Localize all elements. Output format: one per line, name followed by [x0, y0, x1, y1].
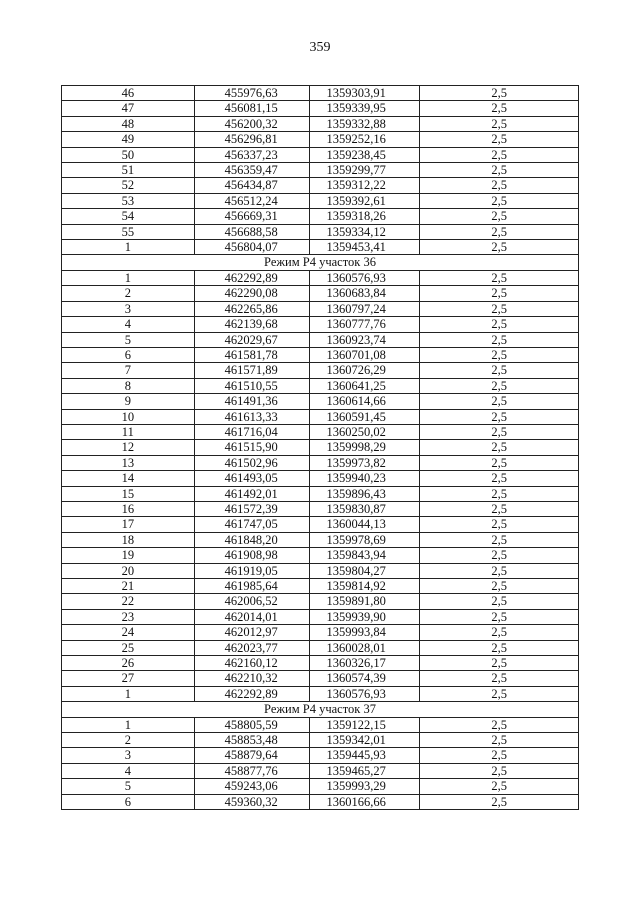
x-coordinate-cell: 459243,06: [194, 779, 309, 794]
accuracy-cell: 2,5: [420, 548, 579, 563]
accuracy-cell: 2,5: [420, 640, 579, 655]
table-row: [62, 163, 579, 178]
table-row: [62, 347, 579, 362]
accuracy-cell: 2,5: [420, 86, 579, 101]
x-coordinate-cell: 456337,23: [194, 147, 309, 162]
y-coordinate-cell: 1360614,66: [309, 394, 420, 409]
x-coordinate-cell: 461716,04: [194, 424, 309, 439]
accuracy-cell: 2,5: [420, 625, 579, 640]
point-number-cell: 4: [62, 317, 195, 332]
x-coordinate-cell: 459360,32: [194, 794, 309, 809]
y-coordinate-cell: 1360576,93: [309, 270, 420, 285]
y-coordinate-cell: 1360250,02: [309, 424, 420, 439]
accuracy-cell: 2,5: [420, 563, 579, 578]
y-coordinate-cell: 1359303,91: [309, 86, 420, 101]
point-number-cell: 5: [62, 332, 195, 347]
table-row: [62, 178, 579, 193]
y-coordinate-cell: 1360683,84: [309, 286, 420, 301]
point-number-cell: 48: [62, 116, 195, 131]
y-coordinate-cell: 1360591,45: [309, 409, 420, 424]
table-row: [62, 147, 579, 162]
point-number-cell: 21: [62, 579, 195, 594]
accuracy-cell: 2,5: [420, 378, 579, 393]
x-coordinate-cell: 456200,32: [194, 116, 309, 131]
table-row: [62, 763, 579, 778]
x-coordinate-cell: 456434,87: [194, 178, 309, 193]
section-title: Режим Р4 участок 37: [62, 702, 579, 717]
accuracy-cell: 2,5: [420, 132, 579, 147]
x-coordinate-cell: 461571,89: [194, 363, 309, 378]
x-coordinate-cell: 458879,64: [194, 748, 309, 763]
x-coordinate-cell: 456081,15: [194, 101, 309, 116]
accuracy-cell: 2,5: [420, 301, 579, 316]
y-coordinate-cell: 1360576,93: [309, 686, 420, 701]
point-number-cell: 22: [62, 594, 195, 609]
point-number-cell: 53: [62, 193, 195, 208]
table-row: [62, 193, 579, 208]
x-coordinate-cell: 458877,76: [194, 763, 309, 778]
accuracy-cell: 2,5: [420, 594, 579, 609]
accuracy-cell: 2,5: [420, 532, 579, 547]
accuracy-cell: 2,5: [420, 579, 579, 594]
accuracy-cell: 2,5: [420, 178, 579, 193]
x-coordinate-cell: 458853,48: [194, 733, 309, 748]
x-coordinate-cell: 461492,01: [194, 486, 309, 501]
x-coordinate-cell: 461908,98: [194, 548, 309, 563]
y-coordinate-cell: 1359453,41: [309, 240, 420, 255]
coordinates-table: [61, 85, 579, 810]
table-row: [62, 640, 579, 655]
point-number-cell: 8: [62, 378, 195, 393]
y-coordinate-cell: 1359940,23: [309, 471, 420, 486]
point-number-cell: 16: [62, 501, 195, 516]
accuracy-cell: 2,5: [420, 779, 579, 794]
point-number-cell: 2: [62, 286, 195, 301]
point-number-cell: 1: [62, 717, 195, 732]
x-coordinate-cell: 462210,32: [194, 671, 309, 686]
point-number-cell: 6: [62, 347, 195, 362]
table-row: [62, 101, 579, 116]
point-number-cell: 3: [62, 748, 195, 763]
point-number-cell: 1: [62, 270, 195, 285]
accuracy-cell: 2,5: [420, 717, 579, 732]
x-coordinate-cell: 456804,07: [194, 240, 309, 255]
point-number-cell: 46: [62, 86, 195, 101]
y-coordinate-cell: 1359939,90: [309, 609, 420, 624]
x-coordinate-cell: 461613,33: [194, 409, 309, 424]
point-number-cell: 13: [62, 455, 195, 470]
x-coordinate-cell: 455976,63: [194, 86, 309, 101]
accuracy-cell: 2,5: [420, 471, 579, 486]
x-coordinate-cell: 456688,58: [194, 224, 309, 239]
table-row: [62, 424, 579, 439]
x-coordinate-cell: 461985,64: [194, 579, 309, 594]
point-number-cell: 54: [62, 209, 195, 224]
accuracy-cell: 2,5: [420, 763, 579, 778]
point-number-cell: 25: [62, 640, 195, 655]
point-number-cell: 20: [62, 563, 195, 578]
x-coordinate-cell: 462290,08: [194, 286, 309, 301]
table-row: [62, 548, 579, 563]
point-number-cell: 50: [62, 147, 195, 162]
y-coordinate-cell: 1359252,16: [309, 132, 420, 147]
point-number-cell: 9: [62, 394, 195, 409]
y-coordinate-cell: 1359465,27: [309, 763, 420, 778]
point-number-cell: 3: [62, 301, 195, 316]
point-number-cell: 6: [62, 794, 195, 809]
x-coordinate-cell: 462014,01: [194, 609, 309, 624]
accuracy-cell: 2,5: [420, 424, 579, 439]
y-coordinate-cell: 1359973,82: [309, 455, 420, 470]
table-row: [62, 748, 579, 763]
x-coordinate-cell: 462139,68: [194, 317, 309, 332]
x-coordinate-cell: 461919,05: [194, 563, 309, 578]
y-coordinate-cell: 1360701,08: [309, 347, 420, 362]
table-row: [62, 209, 579, 224]
accuracy-cell: 2,5: [420, 193, 579, 208]
point-number-cell: 18: [62, 532, 195, 547]
point-number-cell: 11: [62, 424, 195, 439]
accuracy-cell: 2,5: [420, 224, 579, 239]
x-coordinate-cell: 456669,31: [194, 209, 309, 224]
table-row: [62, 440, 579, 455]
table-row: [62, 471, 579, 486]
point-number-cell: 1: [62, 240, 195, 255]
y-coordinate-cell: 1360028,01: [309, 640, 420, 655]
coordinates-table-body: [62, 86, 579, 810]
section-title: Режим Р4 участок 36: [62, 255, 579, 270]
x-coordinate-cell: 461493,05: [194, 471, 309, 486]
accuracy-cell: 2,5: [420, 486, 579, 501]
point-number-cell: 1: [62, 686, 195, 701]
table-row: [62, 609, 579, 624]
y-coordinate-cell: 1359318,26: [309, 209, 420, 224]
accuracy-cell: 2,5: [420, 686, 579, 701]
accuracy-cell: 2,5: [420, 332, 579, 347]
table-row: [62, 332, 579, 347]
table-row: [62, 363, 579, 378]
point-number-cell: 19: [62, 548, 195, 563]
x-coordinate-cell: 461747,05: [194, 517, 309, 532]
table-row: [62, 86, 579, 101]
y-coordinate-cell: 1360166,66: [309, 794, 420, 809]
accuracy-cell: 2,5: [420, 347, 579, 362]
y-coordinate-cell: 1359814,92: [309, 579, 420, 594]
table-row: [62, 116, 579, 131]
y-coordinate-cell: 1360923,74: [309, 332, 420, 347]
point-number-cell: 23: [62, 609, 195, 624]
accuracy-cell: 2,5: [420, 163, 579, 178]
table-row: [62, 671, 579, 686]
y-coordinate-cell: 1360044,13: [309, 517, 420, 532]
table-row: [62, 409, 579, 424]
section-header-row: [62, 255, 579, 270]
y-coordinate-cell: 1359299,77: [309, 163, 420, 178]
accuracy-cell: 2,5: [420, 748, 579, 763]
accuracy-cell: 2,5: [420, 116, 579, 131]
y-coordinate-cell: 1359993,29: [309, 779, 420, 794]
table-row: [62, 594, 579, 609]
x-coordinate-cell: 462023,77: [194, 640, 309, 655]
accuracy-cell: 2,5: [420, 671, 579, 686]
x-coordinate-cell: 461848,20: [194, 532, 309, 547]
y-coordinate-cell: 1360574,39: [309, 671, 420, 686]
table-row: [62, 686, 579, 701]
x-coordinate-cell: 461491,36: [194, 394, 309, 409]
accuracy-cell: 2,5: [420, 101, 579, 116]
accuracy-cell: 2,5: [420, 656, 579, 671]
section-header-row: [62, 702, 579, 717]
accuracy-cell: 2,5: [420, 394, 579, 409]
x-coordinate-cell: 462160,12: [194, 656, 309, 671]
x-coordinate-cell: 461572,39: [194, 501, 309, 516]
y-coordinate-cell: 1359334,12: [309, 224, 420, 239]
accuracy-cell: 2,5: [420, 147, 579, 162]
point-number-cell: 55: [62, 224, 195, 239]
x-coordinate-cell: 458805,59: [194, 717, 309, 732]
accuracy-cell: 2,5: [420, 286, 579, 301]
y-coordinate-cell: 1359392,61: [309, 193, 420, 208]
y-coordinate-cell: 1360797,24: [309, 301, 420, 316]
y-coordinate-cell: 1360777,76: [309, 317, 420, 332]
point-number-cell: 10: [62, 409, 195, 424]
point-number-cell: 51: [62, 163, 195, 178]
table-row: [62, 378, 579, 393]
point-number-cell: 27: [62, 671, 195, 686]
table-row: [62, 501, 579, 516]
x-coordinate-cell: 462292,89: [194, 270, 309, 285]
page-number: 359: [309, 40, 331, 55]
y-coordinate-cell: 1359830,87: [309, 501, 420, 516]
x-coordinate-cell: 456359,47: [194, 163, 309, 178]
table-row: [62, 486, 579, 501]
accuracy-cell: 2,5: [420, 270, 579, 285]
y-coordinate-cell: 1359993,84: [309, 625, 420, 640]
table-row: [62, 625, 579, 640]
table-row: [62, 224, 579, 239]
y-coordinate-cell: 1359804,27: [309, 563, 420, 578]
y-coordinate-cell: 1360726,29: [309, 363, 420, 378]
table-row: [62, 794, 579, 809]
accuracy-cell: 2,5: [420, 363, 579, 378]
x-coordinate-cell: 462006,52: [194, 594, 309, 609]
y-coordinate-cell: 1359891,80: [309, 594, 420, 609]
x-coordinate-cell: 462029,67: [194, 332, 309, 347]
point-number-cell: 4: [62, 763, 195, 778]
y-coordinate-cell: 1359312,22: [309, 178, 420, 193]
table-row: [62, 779, 579, 794]
x-coordinate-cell: 461510,55: [194, 378, 309, 393]
accuracy-cell: 2,5: [420, 733, 579, 748]
table-row: [62, 563, 579, 578]
table-row: [62, 270, 579, 285]
point-number-cell: 26: [62, 656, 195, 671]
x-coordinate-cell: 456512,24: [194, 193, 309, 208]
point-number-cell: 2: [62, 733, 195, 748]
table-row: [62, 286, 579, 301]
x-coordinate-cell: 461581,78: [194, 347, 309, 362]
table-row: [62, 394, 579, 409]
y-coordinate-cell: 1359445,93: [309, 748, 420, 763]
point-number-cell: 17: [62, 517, 195, 532]
table-row: [62, 717, 579, 732]
point-number-cell: 49: [62, 132, 195, 147]
point-number-cell: 24: [62, 625, 195, 640]
y-coordinate-cell: 1359978,69: [309, 532, 420, 547]
y-coordinate-cell: 1359896,43: [309, 486, 420, 501]
accuracy-cell: 2,5: [420, 409, 579, 424]
accuracy-cell: 2,5: [420, 517, 579, 532]
table-row: [62, 532, 579, 547]
y-coordinate-cell: 1359332,88: [309, 116, 420, 131]
table-row: [62, 517, 579, 532]
point-number-cell: 5: [62, 779, 195, 794]
table-row: [62, 240, 579, 255]
table-row: [62, 656, 579, 671]
y-coordinate-cell: 1359843,94: [309, 548, 420, 563]
y-coordinate-cell: 1359998,29: [309, 440, 420, 455]
x-coordinate-cell: 461502,96: [194, 455, 309, 470]
y-coordinate-cell: 1359238,45: [309, 147, 420, 162]
accuracy-cell: 2,5: [420, 455, 579, 470]
accuracy-cell: 2,5: [420, 440, 579, 455]
point-number-cell: 52: [62, 178, 195, 193]
x-coordinate-cell: 462012,97: [194, 625, 309, 640]
y-coordinate-cell: 1360641,25: [309, 378, 420, 393]
y-coordinate-cell: 1359122,15: [309, 717, 420, 732]
y-coordinate-cell: 1359342,01: [309, 733, 420, 748]
x-coordinate-cell: 462292,89: [194, 686, 309, 701]
point-number-cell: 7: [62, 363, 195, 378]
accuracy-cell: 2,5: [420, 240, 579, 255]
table-row: [62, 301, 579, 316]
table-row: [62, 733, 579, 748]
table-row: [62, 579, 579, 594]
x-coordinate-cell: 456296,81: [194, 132, 309, 147]
y-coordinate-cell: 1359339,95: [309, 101, 420, 116]
point-number-cell: 14: [62, 471, 195, 486]
x-coordinate-cell: 462265,86: [194, 301, 309, 316]
table-row: [62, 317, 579, 332]
accuracy-cell: 2,5: [420, 794, 579, 809]
table-row: [62, 455, 579, 470]
point-number-cell: 12: [62, 440, 195, 455]
y-coordinate-cell: 1360326,17: [309, 656, 420, 671]
accuracy-cell: 2,5: [420, 501, 579, 516]
accuracy-cell: 2,5: [420, 609, 579, 624]
accuracy-cell: 2,5: [420, 209, 579, 224]
point-number-cell: 15: [62, 486, 195, 501]
table-row: [62, 132, 579, 147]
accuracy-cell: 2,5: [420, 317, 579, 332]
x-coordinate-cell: 461515,90: [194, 440, 309, 455]
point-number-cell: 47: [62, 101, 195, 116]
